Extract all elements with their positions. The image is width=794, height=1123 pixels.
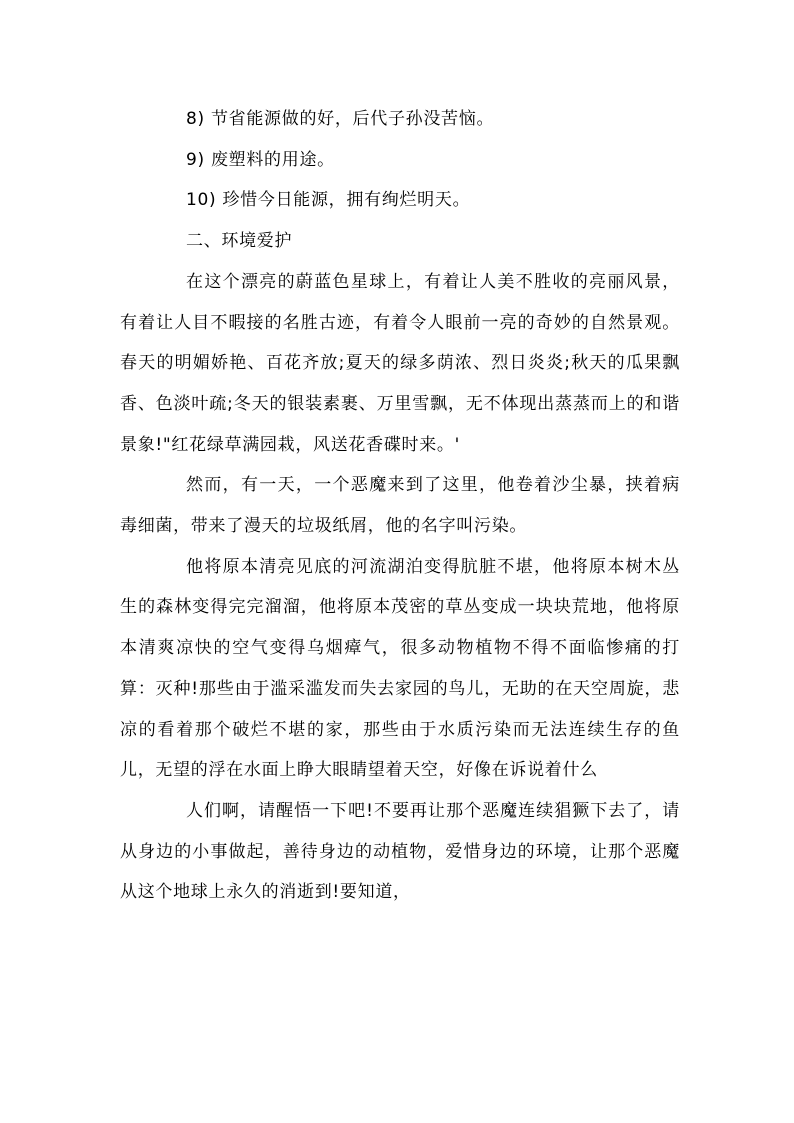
paragraph: 他将原本清亮见底的河流湖泊变得肮脏不堪，他将原本树木丛生的森林变得完完溜溜，他将原本茂密的草丛变成一块块荒地，他将原本清爽凉快的空气变得乌烟瘴气，很多动物植物不得不面临惨痛的打算：灭种!那些由于滥采滥发而失去家园的鸟儿，无助的在天空周旋，悲凉的看着那个破烂不堪的家，那些由于水质污染而无法连续生存的鱼儿，无望的浮在水面上睁大眼睛望着天空，好像在诉说着什么 bbox=[120, 556, 680, 781]
list-item: 9) 废塑料的用途。 bbox=[186, 149, 335, 170]
paragraph: 然而，有一天，一个恶魔来到了这里，他卷着沙尘暴，挟着病毒细菌，带来了漫天的垃圾纸屑，他的名字叫污染。 bbox=[120, 475, 680, 537]
list-item: 8) 节省能源做的好，后代子孙没苦恼。 bbox=[186, 109, 495, 129]
paragraph: 在这个漂亮的蔚蓝色星球上，有着让人美不胜收的亮丽风景，有着让人目不暇接的名胜古迹，有着令人眼前一亮的奇妙的自然景观。春天的明媚娇艳、百花齐放;夏天的绿多荫浓、烈日炎炎;秋天的瓜果飘香、色淡叶疏;冬天的银装素裹、万里雪飘，无不体现出蒸蒸而上的和谐景象!"红花绿草满园栽，风送花香碟时来。' bbox=[120, 271, 680, 455]
section-heading: 二、环境爱护 bbox=[186, 231, 293, 252]
paragraph: 人们啊，请醒悟一下吧!不要再让那个恶魔连续猖獗下去了，请从身边的小事做起，善待身边的动植物，爱惜身边的环境，让那个恶魔从这个地球上永久的消逝到!要知道， bbox=[120, 800, 680, 903]
document-body bbox=[120, 99, 680, 913]
list-item: 10) 珍惜今日能源，拥有绚烂明天。 bbox=[186, 190, 471, 211]
